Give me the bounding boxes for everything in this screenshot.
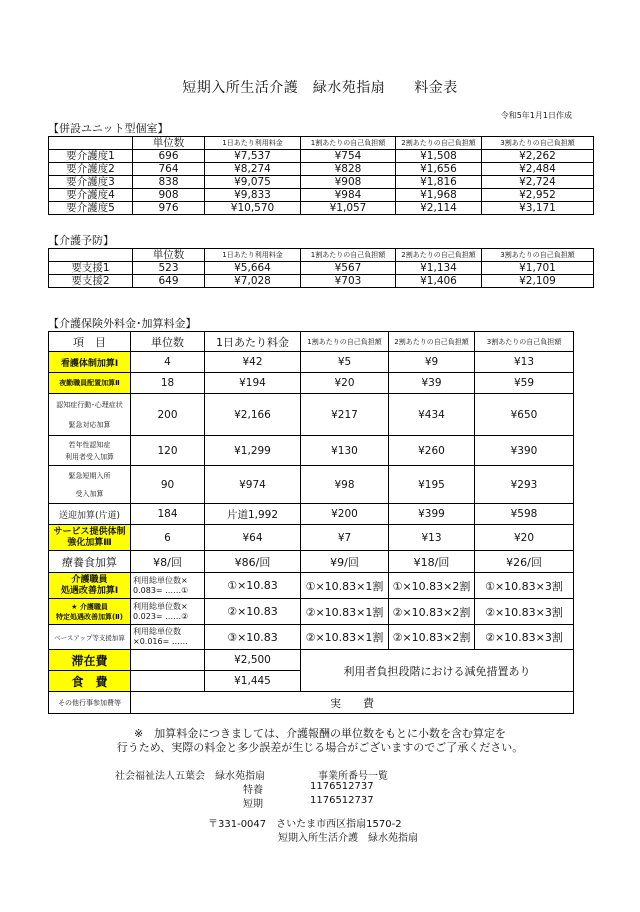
table-cell: ¥130 [301,436,389,466]
section-addition-heading: 【介護保険外料金･加算料金】 [48,317,197,330]
table-cell: 6 [131,525,205,551]
header-cell: 単位数 [133,249,205,262]
header-cell: 2割あたりの自己負担額 [389,332,475,352]
header-cell: 1日あたり利用料金 [205,249,301,262]
table-cell: 介護職員 処遇改善加算Ⅰ [49,573,131,599]
table-cell: ¥20 [301,373,389,394]
table-cell: ¥9,075 [205,176,301,189]
table-cell: ③×10.83 [205,625,301,650]
table-cell: ②×10.83×3割 [475,625,574,650]
table-row [49,525,574,551]
table-cell: ②×10.83×1割 [301,625,389,650]
table-cell: 120 [131,436,205,466]
table-header-row [49,332,574,352]
table-cell: 649 [133,275,205,288]
table-cell: ¥293 [475,466,574,504]
stay-fee-label: 滞在費 [49,650,131,671]
table-row [49,573,574,599]
unit-fee-table [48,136,594,215]
table-cell: ¥26/回 [475,551,574,573]
table-cell: ¥13 [389,525,475,551]
table-cell: ¥13 [475,352,574,373]
table-cell: ¥2,109 [482,275,594,288]
table-cell: ¥567 [301,262,396,275]
table-cell: 908 [133,189,205,202]
table-cell: 送迎加算(片道) [49,504,131,525]
table-cell: ¥200 [301,504,389,525]
table-cell: 片道1,992 [205,504,301,525]
table-row [49,692,574,714]
table-cell: ★ 介護職員 特定処遇改善加算(Ⅱ) [49,599,131,625]
table-row [49,373,574,394]
table-cell: 要介護度5 [49,202,133,215]
table-cell: 18 [131,373,205,394]
table-cell: 要支援2 [49,275,133,288]
table-cell: 976 [133,202,205,215]
table-row [49,176,594,189]
header-cell [49,249,133,262]
table-cell [131,650,205,671]
table-cell: ¥2,166 [205,394,301,436]
table-cell: ¥2,952 [482,189,594,202]
table-cell: ¥18/回 [389,551,475,573]
table-cell: ¥2,724 [482,176,594,189]
table-cell: ¥1,968 [396,189,482,202]
table-header-row [49,137,594,150]
table-cell: ¥5 [301,352,389,373]
table-cell: ¥9,833 [205,189,301,202]
other-fee-label: その他行事参加費等 [49,692,131,714]
table-cell: ¥8,274 [205,163,301,176]
table-cell: ¥10,570 [205,202,301,215]
table-cell: 要介護度4 [49,189,133,202]
stay-fee-value: ¥2,500 [205,650,301,671]
table-cell: 要支援1 [49,262,133,275]
facility-name: 短期入所生活介護 緑水苑指扇 [278,833,418,844]
note-line-1: ※ 加算料金につきましては、介護報酬の単位数をもとに小数を含む算定を [134,727,506,740]
table-cell: 夜勤職員配置加算Ⅱ [49,373,131,394]
table-cell: ¥7,537 [205,150,301,163]
tokuyo-number: 1176512737 [310,781,374,792]
table-cell: 523 [133,262,205,275]
table-cell: ¥42 [205,352,301,373]
table-cell: ①×10.83×1割 [301,573,389,599]
page-title: 短期入所生活介護 緑水苑指扇 料金表 [182,80,458,96]
table-cell: ¥754 [301,150,396,163]
table-row [49,504,574,525]
header-cell: 3割あたりの自己負担額 [482,249,594,262]
table-cell: ¥9/回 [301,551,389,573]
table-cell: ②×10.83 [205,599,301,625]
table-row [49,466,574,504]
table-cell: ②×10.83×1割 [301,599,389,625]
table-row [49,163,594,176]
tanki-label: 短期 [243,799,263,810]
table-cell: ①×10.83×3割 [475,573,574,599]
header-cell: 1割あたりの自己負担額 [301,137,396,150]
prevention-fee-table [48,248,594,288]
header-cell: 1割あたりの自己負担額 [301,332,389,352]
tanki-number: 1176512737 [310,795,374,806]
table-cell: 若年性認知症 利用者受入加算 [49,436,131,466]
table-cell: ¥1,406 [396,275,482,288]
addition-fee-table [48,331,574,714]
header-cell: 単位数 [133,137,205,150]
table-cell: ¥650 [475,394,574,436]
table-cell: ¥984 [301,189,396,202]
header-cell: 項 目 [49,332,131,352]
created-date: 令和5年1月1日作成 [500,111,572,120]
header-cell: 3割あたりの自己負担額 [482,137,594,150]
table-cell: ¥98 [301,466,389,504]
organization-name: 社会福祉法人五葉会 緑水苑指扇 [115,771,265,782]
table-cell: ¥195 [389,466,475,504]
table-cell: 184 [131,504,205,525]
table-cell: 200 [131,394,205,436]
office-number-title: 事業所番号一覧 [318,771,388,782]
table-row [49,436,574,466]
meal-fee-label: 食 費 [49,671,131,692]
table-cell: 看護体制加算Ⅰ [49,352,131,373]
table-row [49,262,594,275]
header-cell: 1割あたりの自己負担額 [301,249,396,262]
table-cell: ¥8/回 [131,551,205,573]
table-cell: サービス提供体制 強化加算Ⅲ [49,525,131,551]
table-row [49,394,574,436]
tokuyo-label: 特養 [243,785,263,796]
table-cell: ②×10.83×3割 [475,599,574,625]
table-cell: ¥260 [389,436,475,466]
table-cell: 4 [131,352,205,373]
table-row [49,625,574,650]
table-row [49,150,594,163]
table-row [49,275,594,288]
table-header-row [49,249,594,262]
table-cell: ¥64 [205,525,301,551]
meal-fee-value: ¥1,445 [205,671,301,692]
table-cell: ¥1,816 [396,176,482,189]
table-cell: ②×10.83×2割 [389,625,475,650]
facility-address: 〒331-0047 さいたま市西区指扇1570-2 [208,819,402,830]
table-cell: ¥1,134 [396,262,482,275]
table-cell: ¥39 [389,373,475,394]
table-cell: 696 [133,150,205,163]
table-cell: ①×10.83 [205,573,301,599]
table-cell: 利用総単位数 ×0.016= …… [131,625,205,650]
table-cell: 要介護度3 [49,176,133,189]
table-cell: ¥2,262 [482,150,594,163]
table-cell: ¥9 [389,352,475,373]
table-cell: 利用総単位数× 0.023= ……② [131,599,205,625]
table-cell: ¥399 [389,504,475,525]
table-cell: ¥598 [475,504,574,525]
table-cell: ¥7 [301,525,389,551]
header-cell: 2割あたりの自己負担額 [396,137,482,150]
section-prevention-heading: 【介護予防】 [48,234,114,247]
table-cell: 838 [133,176,205,189]
table-cell: 90 [131,466,205,504]
table-cell: ¥59 [475,373,574,394]
table-cell: 要介護度2 [49,163,133,176]
table-cell: ¥2,484 [482,163,594,176]
table-cell: ¥1,057 [301,202,396,215]
table-cell: ¥1,508 [396,150,482,163]
table-cell: 認知症行動･心理症状 緊急対応加算 [49,394,131,436]
table-cell: ¥908 [301,176,396,189]
table-cell [131,671,205,692]
note-line-2: 行うため、実際の料金と多少誤差が生じる場合がございますのでご了承ください。 [116,741,524,754]
table-cell: 緊急短期入所 受入加算 [49,466,131,504]
table-row [49,551,574,573]
table-cell: ¥20 [475,525,574,551]
table-cell: ¥2,114 [396,202,482,215]
table-cell: 療養食加算 [49,551,131,573]
table-cell: ¥828 [301,163,396,176]
header-cell: 3割あたりの自己負担額 [475,332,574,352]
table-cell: ¥194 [205,373,301,394]
table-cell: ¥7,028 [205,275,301,288]
table-cell: ¥434 [389,394,475,436]
header-cell: 1日あたり料金 [205,332,301,352]
table-row [49,189,594,202]
header-cell: 単位数 [131,332,205,352]
table-row [49,352,574,373]
table-cell: 利用総単位数× 0.083= ……① [131,573,205,599]
section-unit-heading: 【併設ユニット型個室】 [48,122,169,135]
reduction-note: 利用者負担段階における減免措置あり [301,650,574,692]
table-cell: ¥5,664 [205,262,301,275]
header-cell: 2割あたりの自己負担額 [396,249,482,262]
table-cell: ¥1,299 [205,436,301,466]
table-cell: ベースアップ等支援加算 [49,625,131,650]
table-cell: 要介護度1 [49,150,133,163]
other-fee-value: 実 費 [131,692,574,714]
table-cell: ¥1,656 [396,163,482,176]
table-cell: ②×10.83×2割 [389,599,475,625]
table-row [49,202,594,215]
table-cell: 764 [133,163,205,176]
header-cell [49,137,133,150]
table-cell: ¥390 [475,436,574,466]
table-row [49,650,574,671]
table-cell: ¥217 [301,394,389,436]
table-row [49,599,574,625]
table-cell: ¥86/回 [205,551,301,573]
table-cell: ¥3,171 [482,202,594,215]
table-cell: ¥974 [205,466,301,504]
table-cell: ①×10.83×2割 [389,573,475,599]
table-cell: ¥703 [301,275,396,288]
header-cell: 1日あたり利用料金 [205,137,301,150]
table-cell: ¥1,701 [482,262,594,275]
